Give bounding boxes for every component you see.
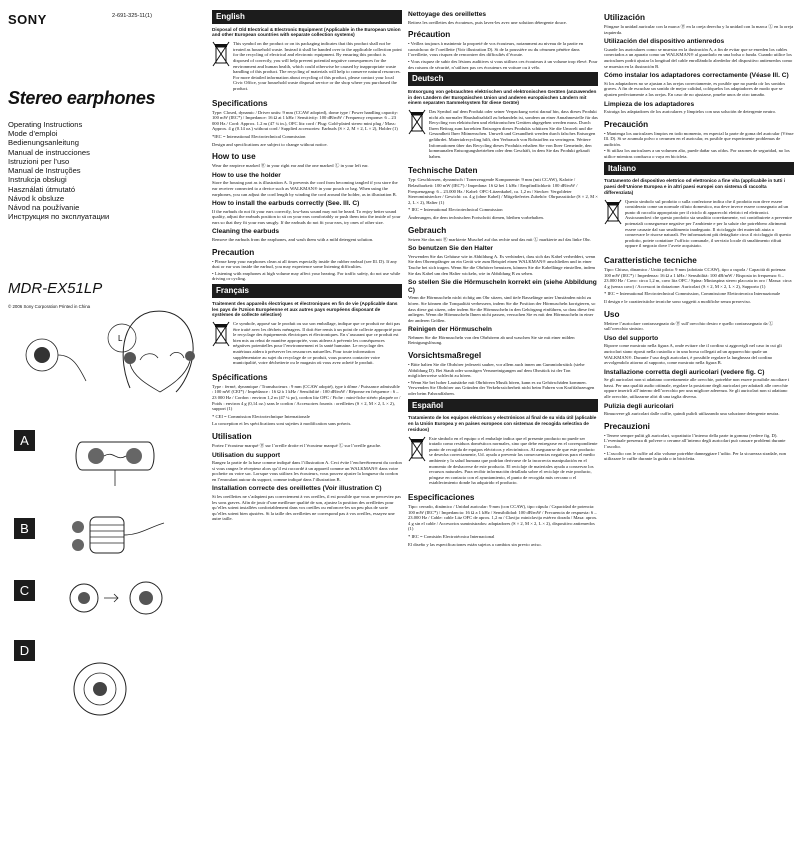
english-french-column: [212, 8, 402, 524]
weee-bin-icon: [408, 109, 426, 135]
heading-precaution: Precauzioni: [604, 421, 650, 431]
heading-precaution: Précaution: [408, 30, 451, 40]
heading-specifications: Especificaciones: [408, 492, 475, 502]
document-code: 2-691-325-11(1): [112, 13, 153, 19]
disposal-block: [408, 109, 598, 161]
french-german-spanish-column: [408, 8, 598, 549]
use-text: Mettere l’auricolare contrassegnato da Ⓡ sull’orecchio destro e quello contrassegnato da Ⓛ sull’orecchio sinistro.: [604, 320, 774, 332]
spec-note: * CEI = Commission Electrotechnique Internationale: [212, 413, 310, 419]
disposal-block: [604, 199, 794, 251]
spec-text: Typ: Geschlossen, dynamisch / Tonerzeugende Komponente: 9 mm (mit CCAW), Kalotte / Belastbarkeit: 100 mW (IEC*) / Impedanz: 16 Ω bei 1 kHz / Empfindlichkeit: 100 dB/mW / Frequenzgang: 6 – 23.000 Hz / Kabel: OFC-Litzenkabel, ca. 1,2 m / Stecker: Vergoldeter Stereoministecker / Gewicht: ca. 4 g (ohne Kabel) / Mitgeliefertes Zubehör: Ohrpassstücke (S × 2, M × 2, L × 2), Halter (1): [408, 177, 598, 205]
weee-bin-icon: [604, 199, 622, 225]
earbud-install-figure: [60, 568, 180, 628]
heading-specifications: Specifications: [212, 98, 268, 108]
manual-language: Návod k obsluze: [8, 193, 65, 203]
clean-text: Extraiga los adaptadores de los auriculares y límpielos con una solución de detergente neutro.: [604, 109, 777, 115]
spec-note-2: Design and specifications are subject to change without notice.: [212, 141, 328, 147]
heading-cleaning: Pulizia degli auricolari: [604, 402, 674, 410]
figure-label-c: C: [14, 580, 35, 601]
holder-text: Guarde los auriculares como se muestra en la ilustración A, a fin de evitar que se enreden los cables conectados a un aparato como un WALKMAN® al guardarlo en una bolsa o funda. Cuando utilice los auriculares podrá ajustar la longitud del cable enrollándolo alrededor del dispositivo antienredos como se muestra en la ilustración B.: [604, 46, 793, 69]
disposal-block: [212, 41, 402, 93]
heading-use: Utilización: [604, 13, 645, 22]
install-text: Si les oreillettes ne s’adaptent pas correctement à vos oreilles, il est possible que vous ne perceviez pas les sons graves. Afin de jouir d’une meilleure qualité de son, ajustez la position des oreillettes pour qu’elles soient installées confortablement dans vos oreilles ou enfoncez-les un peu plus de sorte qu’elles soient bien ajustées. Si la taille des oreillettes ne correspond pas à vos oreilles, essayez une autre taille.: [212, 494, 402, 522]
section-bar-english: English: [212, 10, 402, 24]
heading-how-to-use: How to use: [212, 152, 256, 162]
precaution-list: [408, 362, 598, 397]
holder-stored-figure: [70, 422, 160, 490]
section-bar-italiano: Italiano: [604, 162, 794, 176]
heading-holder: Uso del supporto: [604, 334, 659, 342]
weee-bin-icon: [408, 436, 426, 462]
heading-install: So stellen Sie die Hörmuscheln korrekt ein (siehe Abbildung C): [408, 279, 597, 294]
heading-use: Uso: [604, 309, 620, 319]
earphone-detail-figure: [20, 325, 90, 385]
howto-text: Wear the earpiece marked Ⓡ in your right ear and the one marked Ⓛ in your left ear.: [212, 163, 369, 169]
spec-note-2: El diseño y las especificaciones están sujetos a cambios sin previo aviso.: [408, 541, 542, 547]
spec-note: * IEC = International Electrotechnical Commission, Commissione Elettrotecnica Internazionale: [604, 291, 781, 297]
heading-support: Utilisation du support: [212, 451, 281, 459]
weee-bin-icon: [212, 41, 230, 67]
heading-specifications: Caratteristiche tecniche: [604, 255, 697, 265]
figure-label-b: B: [14, 518, 35, 539]
heading-specifications: Spécifications: [212, 372, 268, 382]
use-text: Portez l’écouteur marqué Ⓡ sur l’oreille droite et l’écouteur marqué Ⓛ sur l’oreille gauche.: [212, 442, 382, 448]
precaution-item: • Please keep your earphones clean at all times especially inside the rubber earbud (see Ill. D). If any dust or ear wax inside the earbud, you may experience some listening difficulties.: [212, 258, 398, 270]
figure-label-d: D: [14, 640, 35, 661]
spec-text: Tipo: cerrado, dinámico / Unidad auricular: 9 mm (con CCAW), tipo cúpula / Capacidad de potencia: 100 mW (IEC*) / Impedancia: 16 Ω a 1 kHz / Sensibilidad: 100 dB/mW / Frecuencia de respuesta: 6 – 23.000 Hz / Cable: cable Litz OFC de aprox. 1,2 m / Clavija: miniclavija estéreo dorada / Masa: aprox. 4 g sin el cable / Accesorios suministrados: adaptadores (S × 2, M × 2, L × 2), dispositivo antienredos (1): [408, 503, 598, 532]
precaution-item: • Vous risquez de subir des lésions auditives si vous utilisez ces écouteurs à un volume trop élevé. Pour des raisons de sécurité, n’utilisez pas ces écouteurs en voiture ou à vélo.: [408, 58, 598, 70]
heading-install: Installazione corretta degli auricolari (vedere fig. C): [604, 368, 765, 376]
holder-text: Riporre come mostrato nella figura A, onde evitare che il cordino si aggrovigli nel caso in cui gli auricolari siano riposti nella custodia o in una borsa collegati ad un apparecchio quale un WALKMAN®. Durante l’uso degli auricolari, è possibile regolare la lunghezza del cordino avvolgendolo attorno al supporto, come mostrato nella figura B.: [604, 343, 782, 366]
copyright-line: © 2006 Sony Corporation Printed in China: [8, 303, 91, 309]
install-text: Wenn die Hörmuscheln nicht richtig am Ohr sitzen, sind tiefe Basselänge unter Umständen nicht zu hören. Sie können die Tonqualität verbessern, indem Sie die Position der Hörmuscheln korrigieren, so dass diese gut sitzen, oder indem Sie die Hörmuscheln in den Gehörgang einführen, so dass diese fest anliegen. Wenn die Hörmuscheln Ihnen nicht passen, versuchen Sie es mit den Hörmuscheln in einer der anderen Größen.: [408, 295, 596, 323]
heading-precaution: Precaution: [212, 247, 255, 257]
disposal-title: Trattamento del dispositivo elettrico od elettronico a fine vita (applicabile in tutti i paesi dell’Unione Europea e in altri paesi europei con sistema di raccolta differenziata): [604, 178, 786, 195]
manual-language: Návod na používanie: [8, 203, 80, 213]
disposal-title: Tratamiento de los equipos eléctricos y electrónicos al final de su vida útil (aplicable en la Unión Europea y en países europeos con sistemas de recogida selectiva de residuos): [408, 415, 597, 432]
use-text: Setzen Sie das mit Ⓡ markierte Muschel auf das rechte und das mit Ⓛ markierte auf das linke Ohr.: [408, 236, 591, 242]
weee-bin-icon: [212, 321, 230, 347]
head-with-earphones-figure: [100, 300, 200, 395]
disposal-title: Disposal of Old Electrical & Electronic Equipment (Applicable in the European Union and other European countries with separate collection systems): [212, 26, 401, 38]
precaution-item: • L’ascolto con le cuffie ad alto volume potrebbe danneggiare l’udito. Per la sicurezza stradale, non utilizzare le cuffie durante la guida o in bicicletta.: [604, 450, 787, 462]
precaution-item: • Tenere sempre puliti gli auricolari, soprattutto l’interno della parte in gomma (vedere fig. D). L’eventuale presenza di polvere o cerume all’interno degli auricolari può causare problemi durante l’ascolto.: [604, 432, 786, 450]
heading-utilisation: Utilisation: [212, 431, 252, 441]
svg-text:L: L: [118, 334, 123, 343]
precaution-item: • Mantenga los auriculares limpios en todo momento, en especial la parte de goma del auricular (Véase Ill. D). Si se acumula polvo o cerumen en el auricular, es posible que experimente problemas de audición.: [604, 130, 794, 147]
heading-holder: How to use the holder: [212, 171, 281, 179]
manual-language: Instrukcja obsługi: [8, 175, 67, 185]
clean-text: Remove the earbuds from the earphones, and wash them with a mild detergent solution.: [212, 237, 374, 243]
disposal-text: Das Symbol auf dem Produkt oder seiner Verpackung weist darauf hin, dass dieses Produkt nicht als normaler Haushaltsabfall zu behandeln ist, sondern an einer Annahmestelle für das Recycling von elektrischen und elektronischen Geräten abgegeben werden muss. Durch Ihren Beitrag zum korrekten Entsorgen dieses Produkts schützen Sie die Umwelt und die Gesundheit Ihrer Mitmenschen. Umwelt und Gesundheit werden durch falsches Entsorgen gefährdet. Materialrecycling hilft, den Verbrauch von Rohstoffen zu verringern. Weitere Informationen über das Recycling dieses Produkts erhalten Sie von Ihrer Gemeinde, den kommunalen Entsorgungsbetrieben oder dem Geschäft, in dem Sie das Produkt gekauft haben.: [429, 109, 598, 159]
earbud-clean-figure: [60, 655, 150, 727]
manual-language: Manual de Instruções: [8, 166, 81, 176]
precaution-list: [212, 259, 402, 282]
precaution-item: • Listening with earphones at high volume may affect your hearing. For traffic safety, do not use while driving or cycling.: [212, 270, 401, 282]
clean-text: Rimuovere gli auricolari dalle cuffie, quindi pulirli utilizzando una soluzione detergente neutra.: [604, 411, 780, 417]
precaution-item: • Bitte halten Sie die Ohrhörer jederzeit sauber, vor allem auch innen am Gummiohrstück (siehe Abbildung D). Bei Staub oder sonstigen Verunreinigungen auf dem Ohrstück ist der Ton möglicherweise schlecht zu hören.: [408, 362, 585, 379]
manual-language: Operating Instructions: [8, 119, 83, 129]
disposal-text: Questo simbolo sul prodotto o sulla confezione indica che il prodotto non deve essere considerato come un normale rifiuto domestico, ma deve invece essere consegnato ad un punto di raccolta appropriato per il riciclo di apparecchi elettrici ed elettronici. Assicurandovi che questo prodotto sia smaltito correttamente, voi contribuirete a prevenire potenziali conseguenze negative per l’ambiente e per la salute che potrebbero altrimenti essere causate dal suo smaltimento inadeguato. Il riciclaggio dei materiali aiuta a conservare le risorse naturali. Per informazioni più dettagliate circa il riciclaggio di questo prodotto, potete contattare l’ufficio comunale, il servizio locale di smaltimento rifiuti oppure il negozio dove l’avete acquistato.: [625, 198, 792, 249]
support-text: Rangez la partie de la base comme indiqué dans l’illustration A. Ceci évite l’enchevêtrement du cordon si vous rangez le récepteur alors qu’il est raccordé à un appareil comme un WALKMAN® dans votre pochette ou votre sac. Lorsque vous utilisez les écouteurs, vous pouvez ajuster la longueur du cordon en l’enroulant autour du support, comme indiqué dans l’illustration B.: [212, 460, 402, 482]
figure-label-a: A: [14, 430, 35, 451]
clean-text: Retirez les oreillettes des écouteurs, puis lavez-les avec une solution détergente douce.: [408, 19, 567, 25]
spec-note: *IEC = International Electrotechnical Commission: [212, 133, 306, 139]
manual-language: Használati útmutató: [8, 184, 76, 194]
precaution-list: [604, 131, 794, 160]
manual-language-list: [8, 120, 204, 222]
heading-precaution: Precaución: [604, 119, 649, 129]
install-text: Si los adaptadores no se ajustan a las orejas correctamente, es posible que no pueda oír los sonidos graves. A fin de escuchar un sonido de mejor calidad, colóquelos los adaptadores de modo que se ajusten perfectamente a las orejas. En caso de no ajustarse, pruebe unos de otro tamaño.: [604, 80, 786, 97]
heading-holder: Utilización del dispositivo antienredos: [604, 38, 725, 46]
manual-language: Bedienungsanleitung: [8, 138, 79, 148]
disposal-text: Este símbolo en el equipo o el embalaje indica que el presente producto no puede ser tratado como residuos domésticos normales, sino que debe entregarse en el correspondiente punto de recogida de equipos eléctricos y electrónicos. Al asegurarse de que este producto se desecha correctamente, Ud. ayuda a prevenir las consecuencias negativas para el medio ambiente y la salud humana que podrían derivarse de la incorrecta manipulación en el momento de deshacerse de este producto. El reciclaje de materiales ayuda a conservar los recursos naturales. Para recibir información detallada sobre el reciclaje de este producto, póngase en contacto con el ayuntamiento, el punto de recogida más cercano o el establecimiento donde ha adquirido el producto.: [429, 435, 598, 486]
disposal-block: [212, 321, 402, 368]
spec-note: * IEC = International Electrotechnical Commission: [408, 207, 503, 213]
heading-install: How to install the earbuds correctly (See. Ill. C): [212, 200, 360, 208]
heading-cleaning: Nettoyage des oreillettes: [408, 11, 487, 18]
heading-cleaning: Limpieza de los adaptadores: [604, 100, 695, 108]
precaution-item: • Wenn Sie bei hoher Lautstärke mit Ohrhörern Musik hören, kann es zu Gehörschäden kommen. Verwenden Sie Ohrhörer aus Gründen der Verkehrssicherheit nicht beim Fahren von Kraftfahrzeugen oder beim Fahrradfahren.: [408, 379, 595, 397]
manual-language: Manual de instrucciones: [8, 147, 90, 157]
install-text: Se gli auricolari non si adattano correttamente alle orecchie, potrebbe non essere possibile ascoltare i bassi. Per una qualità audio ottimale, regolare la posizione degli auricolari per adattarli alle orecchie oppure inserirli all’interno dell’orecchio per una migliore aderenza. Se gli auricolari non si adattano alle orecchie, utilizzarne altri di una taglia diversa.: [604, 377, 790, 400]
spec-note-2: Il design e le caratteristiche tecniche sono soggetti a modifiche senza preavviso.: [604, 298, 751, 304]
disposal-text: Ce symbole, apposé sur le produit ou sur son emballage, indique que ce produit ne doit pas être traité avec les déchets ménagers. Il doit être remis à un point de collecte approprié pour le recyclage des équipements électriques et électroniques. En s’assurant que ce produit est bien mis au rebut de manière appropriée, vous aiderez à prévenir les conséquences négatives potentielles pour l’environnement et la santé humaine. Le recyclage des matériaux aidera à préserver les ressources naturelles. Pour toute information supplémentaire au sujet du recyclage de ce produit, vous pouvez contacter votre municipalité, votre déchetterie ou le magasin où vous avez acheté le produit.: [233, 320, 402, 366]
manual-language: Mode d’emploi: [8, 129, 58, 139]
precaution-item: • Veillez toujours à maintenir la propreté de vos écouteurs, notamment au niveau de la partie en caoutchouc de l’oreillette (Voir illustration D). Si de la poussière ou du cérumen pénètre dans l’oreillette, vous risquez de rencontrer des difficultés d’écoute.: [408, 41, 584, 58]
precaution-list: [604, 433, 794, 462]
spec-text: Type : fermé, dynamique / Transducteurs : 9 mm (CCAW adopté), type à dôme / Puissance admissible : 100 mW (CEI*) / Impédance : 16 Ω à 1 kHz / Sensibilité : 100 dB/mW / Réponse en fréquence : 6 – 23 000 Hz / Cordon : environ 1,2 m (47 ¼ po), cordon litz OFC / Fiche : mini-fiche stéréo plaquée or / Poids : environ 4 g (0,14 oz.) sans le cordon / Accessoires fournis : oreillettes (S × 2, M × 2, L × 2), support (1): [212, 383, 401, 412]
spec-text: Type: Closed, dynamic / Driver units: 9 mm (CCAW adopted), dome type / Power handling capacity: 100 mW (IEC*) / Impedance: 16 Ω at 1 kHz / Sensitivity: 100 dB/mW / Frequency response: 6 – 23 000 Hz / Cord: Approx. 1.2 m (47 ¼ in.), OFC litz cord / Plug: Gold-plated stereo mini plug / Mass: Approx. 4 g (0.14 oz.) without cord / Supplied accessories: Earbuds (S × 2, M × 2, L × 2), Holder (1): [212, 109, 399, 132]
spec-note-2: La conception et les spécifications sont sujettes à modification sans préavis.: [212, 421, 352, 427]
disposal-block: [408, 436, 598, 488]
product-title: Stereo earphones: [8, 87, 156, 108]
spanish-italian-column: [604, 8, 794, 464]
spec-note-2: Änderungen, die dem technischen Fortschritt dienen, bleiben vorbehalten.: [408, 215, 544, 221]
disposal-title: Entsorgung von gebrauchten elektrischen und elektronischen Geräten (anzuwenden in den Ländern der Europäischen Union und anderen europäischen Ländern mit einem separaten Sammelsystem für diese Geräte): [408, 88, 597, 106]
spec-text: Tipo: Chiuso, dinamico / Unità pilota: 9 mm (adottato CCAW), tipo a cupola / Capacità di potenza: 100 mW (IEC*) / Impedenza: 16 Ω a 1 kHz / Sensibilità: 100 dB/mW / Risposta in frequenza: 6 – 23.000 Hz / Cavo: circa 1,2 m, cavo litz OFC / Spina: Miniaspina stereo placcata in oro / Massa: circa 4 g (senza cavo) / Accessori in dotazione: Auricolari (S × 2, M × 2, L × 2), Supporto (1): [604, 266, 792, 289]
cord-winding-figure: [60, 505, 170, 565]
model-number: MDR-EX51LP: [8, 279, 103, 297]
heading-specifications: Technische Daten: [408, 166, 478, 176]
heading-use: Gebrauch: [408, 225, 447, 235]
brand-logo: SONY: [8, 12, 47, 27]
heading-cleaning: Cleaning the earbuds: [212, 228, 280, 236]
disposal-text: This symbol on the product or on its packaging indicates that this product shall not be treated as household waste. Instead it shall be handed over to the applicable collection point for the recycling of electrical and electronic equipment. By ensuring this product is disposed of correctly, you will help prevent potential negative consequences for the environment and human health, which could otherwise be caused by inappropriate waste handling of this product. The recycling of materials will help to conserve natural resources. For more detailed information about recycling of this product, please contact your local Civic Office, your household waste disposal service or the shop where you purchased the product.: [233, 41, 402, 91]
clean-text: Nehmen Sie die Hörmuscheln von den Ohrhörern ab und waschen Sie sie mit einer milden Reinigungslösung.: [408, 334, 575, 346]
cover-column: [8, 8, 204, 309]
manual-language: Инструкция по эксплуатации: [8, 212, 110, 222]
section-bar-francais: Français: [212, 284, 402, 298]
heading-holder: So benutzen Sie den Halter: [408, 245, 494, 253]
heading-install: Installation correcte des oreillettes (Voir illustration C): [212, 485, 382, 493]
precaution-item: • Si utiliza los auriculares a un volumen alto, puede dañar sus oídos. Por razones de seguridad, no los utilice mientras conduzca o vaya en bicicleta.: [604, 148, 790, 160]
spec-note: * IEC = Comisión Electrotécnica Internacional: [408, 533, 495, 539]
precaution-list: [408, 41, 598, 70]
manual-language: Istruzioni per l’uso: [8, 156, 70, 166]
holder-text: Verwenden Sie das Gehäuse wie in Abbildung A. Es verhindert, dass sich das Kabel verheddert, wenn Sie den Ohrempfänger an ein Gerät wie zum Beispiel einen WALKMAN® anschließen und in einer Tasche bei sich tragen. Wenn Sie die Ohrhörer benutzen, können Sie die Kabellänge einstellen, indem Sie das Kabel um den Halter wickeln, wie in Abbildung B zu sehen.: [408, 253, 596, 276]
heading-cleaning: Reinigen der Hörmuscheln: [408, 326, 492, 334]
use-text: Póngase la unidad auricular con la marca Ⓡ en la oreja derecha y la unidad con la marca Ⓛ en la oreja izquierda.: [604, 24, 794, 35]
heading-precaution: Vorsichtsmaßregel: [408, 351, 482, 361]
disposal-title: Traitement des appareils électriques et électroniques en fin de vie (Applicable dans les pays de l’Union Européenne et aux autres pays européens disposant de systèmes de collecte sélective): [212, 300, 398, 318]
section-bar-espanol: Español: [408, 399, 598, 413]
install-text: If the earbuds do not fit your ears correctly, low-bass sound may not be heard. To enjoy better sound quality, adjust the earbuds position to sit on your ears comfortably or push them into the inside of your ears so that they fit your ears snugly. If the earbuds do not fit your ears, try ones of other size.: [212, 208, 401, 225]
holder-text: Store the housing part as is illustration A. It prevents the cord from becoming tangled if you store the ear receiver connected to a device such as WALKMAN® in your pouch or bag. When using the earphones, you can adjust the cord length by winding the cord around the holder, as in illustration B.: [212, 180, 398, 197]
section-bar-deutsch: Deutsch: [408, 72, 598, 86]
heading-install: Cómo instalar los adaptadores correctamente (Véase Ill. C): [604, 72, 789, 80]
